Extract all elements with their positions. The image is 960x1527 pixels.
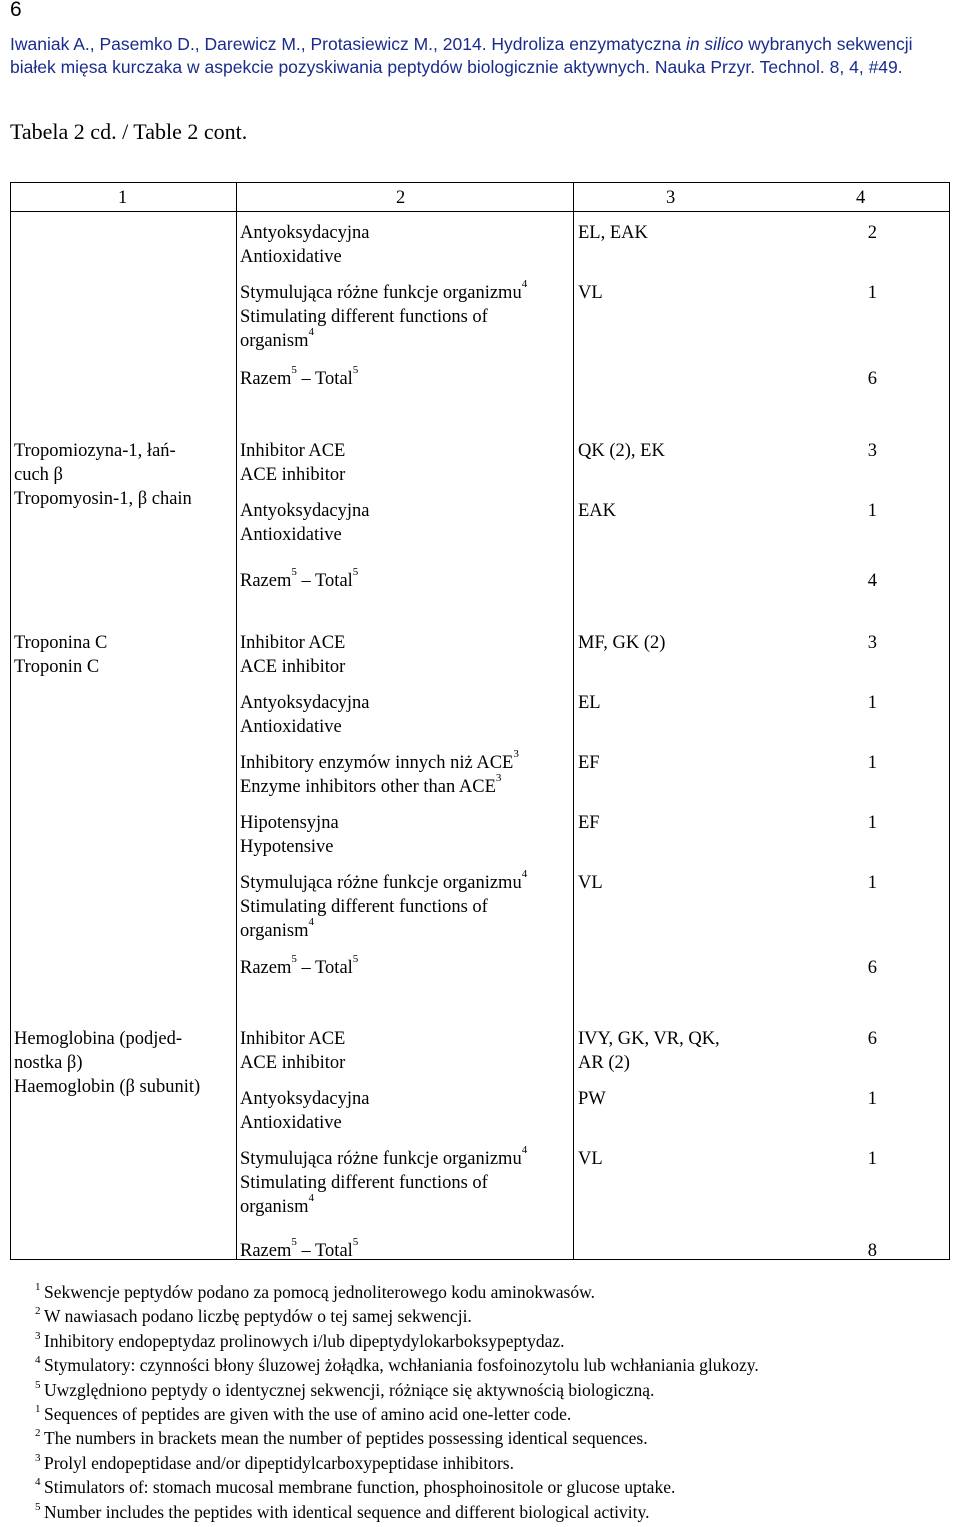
total-label: Razem$^5$ – Total$^5$ <box>240 364 359 389</box>
footnote <box>35 1280 759 1304</box>
footnote-text: Inhibitory endopeptydaz prolinowych i/lub dipeptydylokarboksypeptydaz. <box>44 1330 565 1351</box>
peptide-count: 1 <box>867 813 877 833</box>
activity-en: Antioxidative <box>240 247 342 267</box>
peptide-count: 1 <box>867 1089 877 1109</box>
column-number-3: 3 <box>666 188 676 208</box>
protein-name: Troponina C <box>14 633 108 653</box>
header-rule <box>11 211 949 212</box>
activity-pl: Antyoksydacyjna <box>240 693 370 713</box>
column-divider <box>573 183 574 1259</box>
activity-pl: Antyoksydacyjna <box>240 501 370 521</box>
activity-en: organism$^4$ <box>240 916 315 941</box>
footnote-text: W nawiasach podano liczbę peptydów o tej samej sekwencji. <box>44 1306 472 1327</box>
footnote-marker: 1 <box>35 1403 41 1416</box>
peptide-count: 1 <box>867 753 877 773</box>
peptide-sequences: VL <box>578 873 603 893</box>
activity-pl: Antyoksydacyjna <box>240 1089 370 1109</box>
activity-en: Enzyme inhibitors other than ACE$^3$ <box>240 772 502 797</box>
footnote-text: Uwzględniono peptydy o identycznej sekwencji, różniące się aktywnością biologiczną. <box>44 1379 655 1400</box>
protein-name: nostka β) <box>14 1053 83 1073</box>
protein-name: Troponin C <box>14 657 100 677</box>
activity-en: Stimulating different functions of <box>240 307 488 327</box>
citation-line1-b[interactable]: wybranych sekwencji <box>743 34 913 54</box>
column-number-4: 4 <box>856 188 866 208</box>
footnote-marker: 2 <box>35 1427 41 1440</box>
protein-name: cuch β <box>14 465 63 485</box>
peptide-count: 1 <box>867 283 877 303</box>
column-number-2: 2 <box>396 188 406 208</box>
protein-name: Hemoglobina (podjed- <box>14 1029 182 1049</box>
footnote <box>35 1353 759 1377</box>
footnote-marker: 3 <box>35 1451 41 1464</box>
footnotes <box>35 1280 759 1524</box>
citation <box>10 33 955 79</box>
column-number-1: 1 <box>118 188 128 208</box>
footnote <box>35 1451 759 1475</box>
peptide-count: 1 <box>867 501 877 521</box>
footnote-text: Stimulators of: stomach mucosal membrane function, phosphoinositole or glucose uptake. <box>44 1477 676 1498</box>
activity-en: organism$^4$ <box>240 326 315 351</box>
total-label: Razem$^5$ – Total$^5$ <box>240 1236 359 1261</box>
activity-pl: Inhibitor ACE <box>240 1029 346 1049</box>
data-table <box>10 182 950 1260</box>
peptide-count: 3 <box>867 441 877 461</box>
peptide-sequences: EAK <box>578 501 617 521</box>
activity-pl: Stymulująca różne funkcje organizmu$^4$ <box>240 868 528 893</box>
footnote <box>35 1329 759 1353</box>
footnote-marker: 5 <box>35 1378 41 1391</box>
peptide-sequences: QK (2), EK <box>578 441 665 461</box>
total-count: 8 <box>867 1241 877 1261</box>
peptide-sequences: IVY, GK, VR, QK, <box>578 1029 720 1049</box>
footnote-marker: 2 <box>35 1305 41 1318</box>
footnote <box>35 1500 759 1524</box>
peptide-sequences: EL <box>578 693 601 713</box>
activity-pl: Antyoksydacyjna <box>240 223 370 243</box>
peptide-sequences: EF <box>578 813 600 833</box>
activity-en: Stimulating different functions of <box>240 897 488 917</box>
peptide-count: 1 <box>867 1149 877 1169</box>
footnote-marker: 4 <box>35 1354 41 1367</box>
activity-pl: Inhibitory enzymów innych niż ACE$^3$ <box>240 748 519 773</box>
footnote-text: Number includes the peptides with identical sequence and different biological activity. <box>44 1501 650 1522</box>
peptide-sequences: PW <box>578 1089 606 1109</box>
footnote-text: The numbers in brackets mean the number of peptides possessing identical sequences. <box>44 1428 648 1449</box>
activity-en: Hypotensive <box>240 837 334 857</box>
footnote <box>35 1475 759 1499</box>
total-label: Razem$^5$ – Total$^5$ <box>240 953 359 978</box>
activity-en: ACE inhibitor <box>240 1053 346 1073</box>
citation-line1-italic[interactable]: in silico <box>685 34 744 54</box>
total-count: 4 <box>867 571 877 591</box>
peptide-sequences: EL, EAK <box>578 223 648 243</box>
activity-en: ACE inhibitor <box>240 657 346 677</box>
peptide-count: 1 <box>867 873 877 893</box>
peptide-sequences: MF, GK (2) <box>578 633 666 653</box>
peptide-count: 2 <box>867 223 877 243</box>
footnote-text: Sequences of peptides are given with the use of amino acid one-letter code. <box>44 1404 572 1425</box>
citation-line1-a[interactable]: Iwaniak A., Pasemko D., Darewicz M., Protasiewicz M., 2014. Hydroliza enzymatyczna <box>10 34 686 54</box>
activity-pl: Inhibitor ACE <box>240 633 346 653</box>
footnote-marker: 4 <box>35 1476 41 1489</box>
footnote-text: Sekwencje peptydów podano za pomocą jednoliterowego kodu aminokwasów. <box>44 1282 595 1302</box>
peptide-sequences: AR (2) <box>578 1053 630 1073</box>
citation-line2[interactable]: białek mięsa kurczaka w aspekcie pozyskiwania peptydów biologicznie aktywnych. Nauka Przyr. Technol. 8, 4, #49. <box>10 57 903 77</box>
protein-name: Tropomiozyna-1, łań- <box>14 441 176 461</box>
total-count: 6 <box>867 958 877 978</box>
footnote <box>35 1304 759 1328</box>
activity-en: ACE inhibitor <box>240 465 346 485</box>
footnote-text: Prolyl endopeptidase and/or dipeptidylcarboxypeptidase inhibitors. <box>44 1452 514 1473</box>
total-label: Razem$^5$ – Total$^5$ <box>240 566 359 591</box>
footnote-marker: 5 <box>35 1500 41 1513</box>
footnote <box>35 1426 759 1450</box>
activity-pl: Inhibitor ACE <box>240 441 346 461</box>
protein-name: Tropomyosin-1, β chain <box>14 489 192 509</box>
activity-pl: Stymulująca różne funkcje organizmu$^4$ <box>240 1144 528 1169</box>
activity-pl: Stymulująca różne funkcje organizmu$^4$ <box>240 278 528 303</box>
footnote-text: Stymulatory: czynności błony śluzowej żołądka, wchłaniania fosfoinozytolu lub wchłaniania glukozy. <box>44 1355 759 1376</box>
activity-en: Antioxidative <box>240 717 342 737</box>
page-number: 6 <box>10 0 22 21</box>
peptide-sequences: VL <box>578 1149 603 1169</box>
activity-pl: Hipotensyjna <box>240 813 339 833</box>
activity-en: Antioxidative <box>240 525 342 545</box>
activity-en: Antioxidative <box>240 1113 342 1133</box>
activity-en: Stimulating different functions of <box>240 1173 488 1193</box>
footnote <box>35 1378 759 1402</box>
protein-name: Haemoglobin (β subunit) <box>14 1077 201 1097</box>
peptide-count: 6 <box>867 1029 877 1049</box>
peptide-count: 3 <box>867 633 877 653</box>
peptide-count: 1 <box>867 693 877 713</box>
footnote-marker: 1 <box>35 1281 41 1293</box>
table-caption: Tabela 2 cd. / Table 2 cont. <box>10 119 248 144</box>
peptide-sequences: VL <box>578 283 603 303</box>
total-count: 6 <box>867 369 877 389</box>
footnote-marker: 3 <box>35 1329 41 1342</box>
activity-en: organism$^4$ <box>240 1192 315 1217</box>
column-divider <box>236 183 237 1259</box>
peptide-sequences: EF <box>578 753 600 773</box>
footnote <box>35 1402 759 1426</box>
